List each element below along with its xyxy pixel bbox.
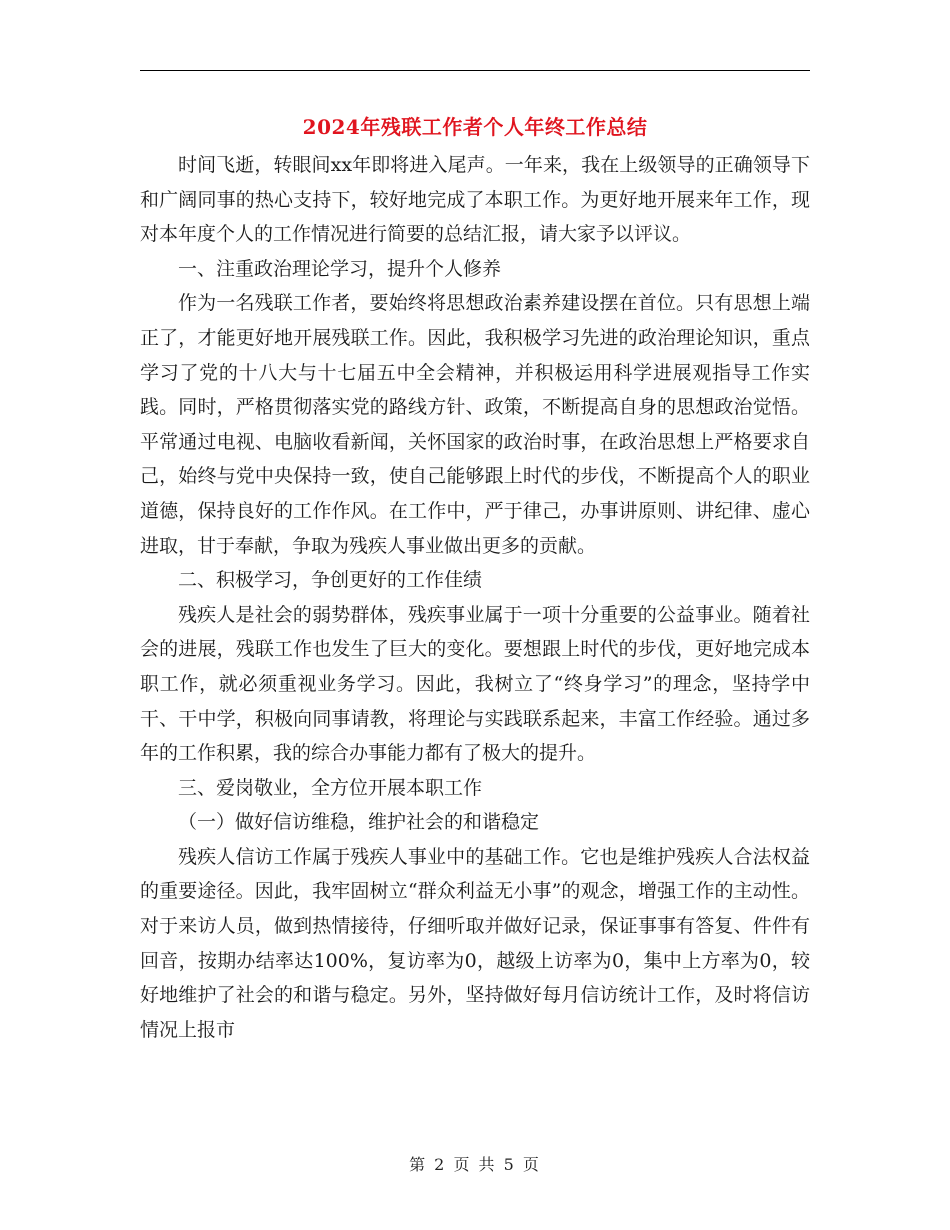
intro-paragraph: 时间飞逝，转眼间xx年即将进入尾声。一年来，我在上级领导的正确领导下和广阔同事的热心支持下，较好地完成了本职工作。为更好地开展来年工作，现对本年度个人的工作情况进行简要的总结汇报，请大家予以评议。	[140, 154, 810, 246]
header-rule	[140, 70, 810, 71]
page-number: 第 2 页 共 5 页	[409, 1155, 541, 1174]
section-heading-2: 二、积极学习，争创更好的工作佳绩	[178, 569, 483, 592]
section-heading-1: 一、注重政治理论学习，提升个人修养	[178, 257, 502, 280]
document-title: 2024年残联工作者个人年终工作总结	[302, 115, 648, 139]
section-1-paragraph: 作为一名残联工作者，要始终将思想政治素养建设摆在首位。只有思想上端正了，才能更好地开展残联工作。因此，我积极学习先进的政治理论知识，重点学习了党的十八大与十七届五中全会精神，并积极运用科学进展观指导工作实践。同时，严格贯彻落实党的路线方针、政策，不断提高自身的思想政治觉悟。平常通过电视、电脑收看新闻，关怀国家的政治时事，在政治思想上严格要求自己，始终与党中央保持一致，使自己能够跟上时代的步伐，不断提高个人的职业道德，保持良好的工作作风。在工作中，严于律己，办事讲原则、讲纪律、虚心进取，甘于奉献，争取为残疾人事业做出更多的贡献。	[140, 292, 810, 557]
document-body	[140, 148, 810, 1047]
section-2-paragraph: 残疾人是社会的弱势群体，残疾事业属于一项十分重要的公益事业。随着社会的进展，残联工作也发生了巨大的变化。要想跟上时代的步伐，更好地完成本职工作，就必须重视业务学习。因此，我树立了“终身学习”的理念，坚持学中干、干中学，积极向同事请教，将理论与实践联系起来，丰富工作经验。通过多年的工作积累，我的综合办事能力都有了极大的提升。	[140, 603, 810, 765]
subsection-3-1-paragraph: 残疾人信访工作属于残疾人事业中的基础工作。它也是维护残疾人合法权益的重要途径。因此，我牢固树立“群众利益无小事”的观念，增强工作的主动性。对于来访人员，做到热情接待，仔细听取并做好记录，保证事事有答复、件件有回音，按期办结率达100%，复访率为0，越级上访率为0，集中上方率为0，较好地维护了社会的和谐与稳定。另外，坚持做好每月信访统计工作，及时将信访情况上报市	[140, 845, 810, 1041]
subsection-heading-3-1: （一）做好信访维稳，维护社会的和谐稳定	[178, 811, 540, 834]
section-heading-3: 三、爱岗敬业，全方位开展本职工作	[178, 776, 483, 799]
